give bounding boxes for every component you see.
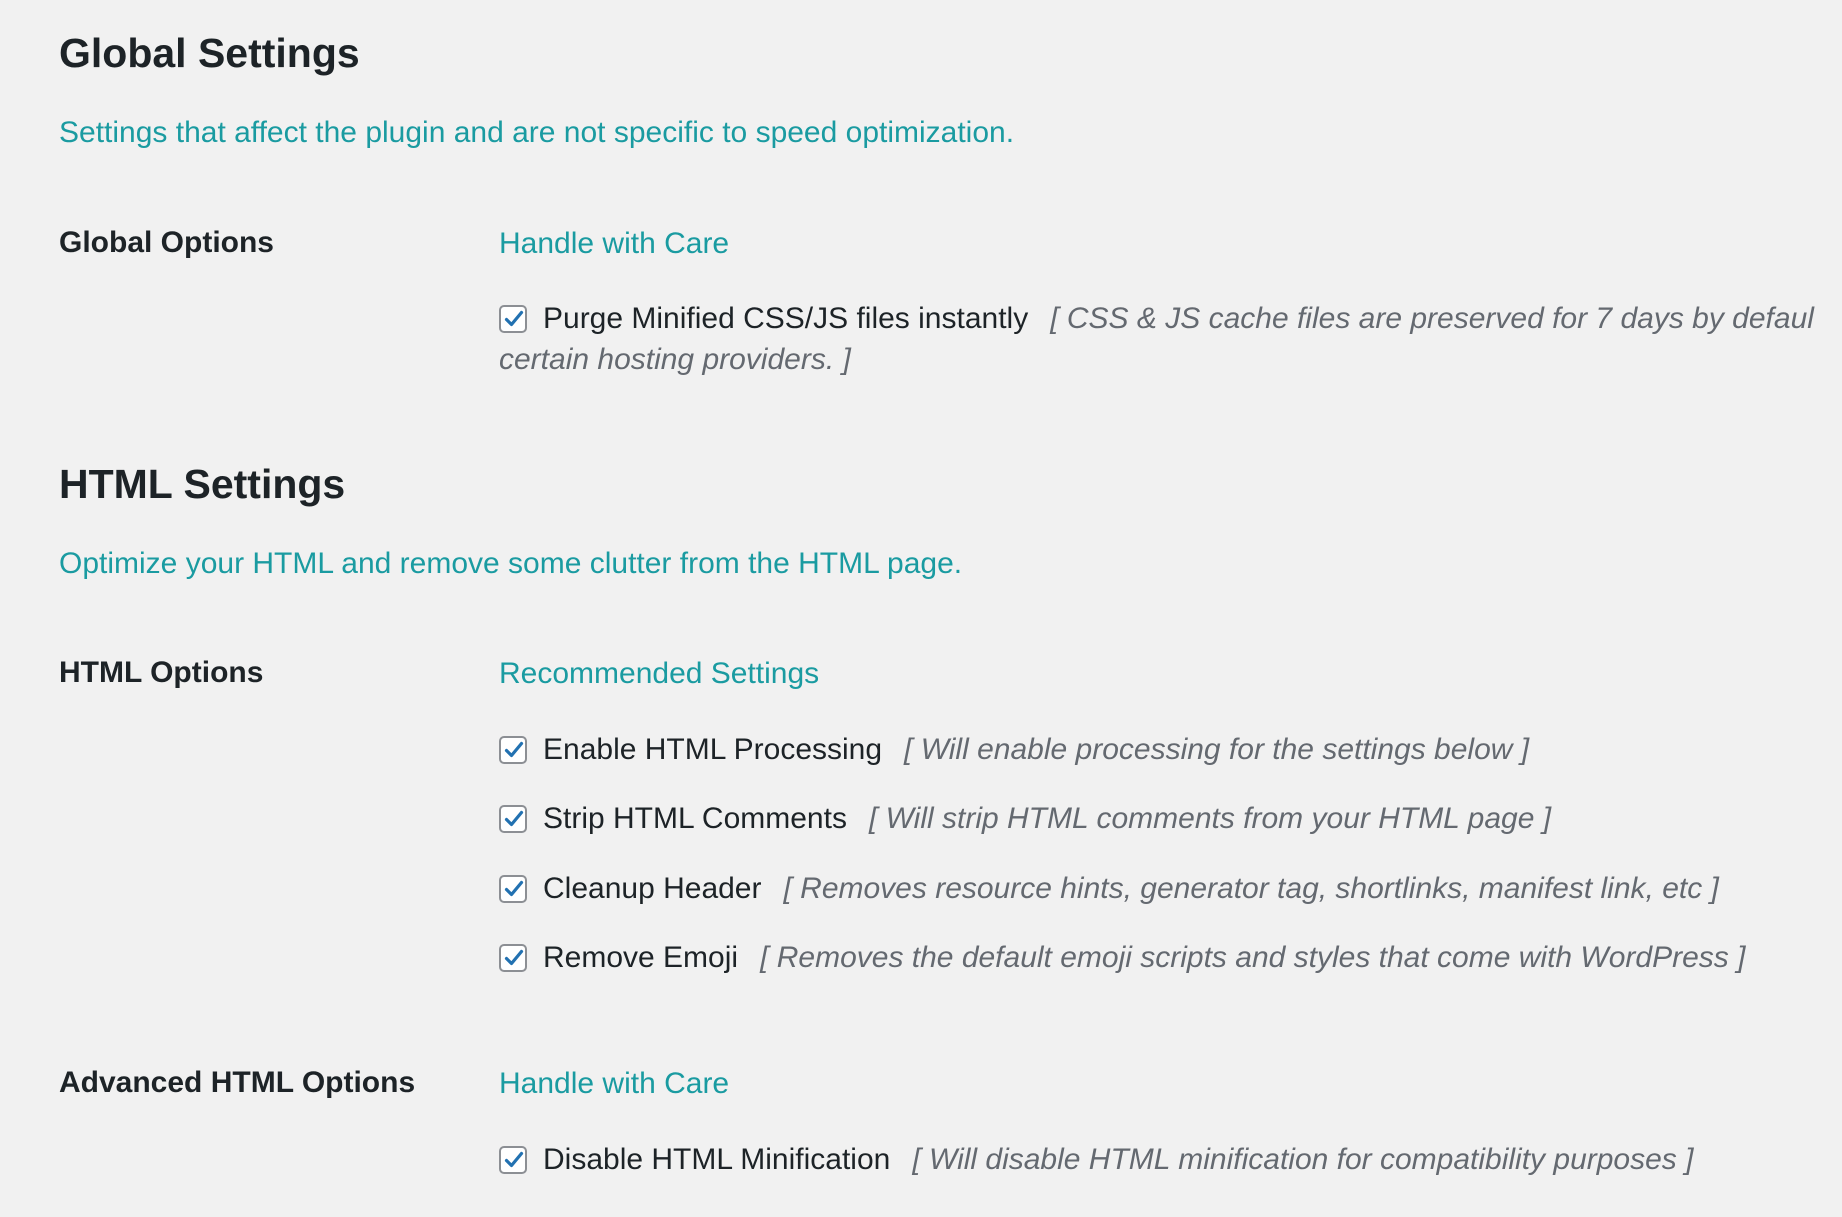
- checkmark-icon: [502, 1148, 526, 1172]
- cleanup-header-checkbox[interactable]: [499, 875, 527, 903]
- html-settings-title: HTML Settings: [59, 461, 346, 507]
- html-options-label: HTML Options: [59, 656, 264, 689]
- global-settings-description: Settings that affect the plugin and are not specific to speed optimization.: [59, 116, 1015, 149]
- disable-html-minification-checkbox[interactable]: [499, 1146, 527, 1174]
- disable-html-minification-note: [ Will disable HTML minification for compatibility purposes ]: [912, 1143, 1694, 1176]
- remove-emoji-note: [ Removes the default emoji scripts and styles that come with WordPress ]: [760, 941, 1746, 974]
- disable-html-minification-label[interactable]: Disable HTML Minification: [543, 1143, 891, 1176]
- purge-minified-label[interactable]: Purge Minified CSS/JS files instantly: [543, 302, 1029, 335]
- html-settings-description: Optimize your HTML and remove some clutter from the HTML page.: [59, 547, 963, 580]
- enable-html-processing-note: [ Will enable processing for the settings below ]: [904, 733, 1530, 766]
- checkmark-icon: [502, 877, 526, 901]
- remove-emoji-label[interactable]: Remove Emoji: [543, 941, 739, 974]
- enable-html-processing-option: [499, 729, 1529, 770]
- purge-minified-note-continued: certain hosting providers. ]: [499, 343, 851, 376]
- enable-html-processing-checkbox[interactable]: [499, 736, 527, 764]
- recommended-settings-title: Recommended Settings: [499, 657, 820, 690]
- strip-html-comments-checkbox[interactable]: [499, 805, 527, 833]
- global-settings-title: Global Settings: [59, 30, 360, 76]
- checkmark-icon: [502, 738, 526, 762]
- advanced-handle-with-care-title: Handle with Care: [499, 1067, 730, 1100]
- purge-minified-option: [499, 298, 1842, 380]
- checkmark-icon: [502, 946, 526, 970]
- enable-html-processing-label[interactable]: Enable HTML Processing: [543, 733, 883, 766]
- purge-minified-note: [ CSS & JS cache files are preserved for 7 days by defaul: [1050, 302, 1814, 335]
- checkmark-icon: [502, 307, 526, 331]
- global-options-label: Global Options: [59, 226, 274, 259]
- remove-emoji-checkbox[interactable]: [499, 944, 527, 972]
- strip-html-comments-note: [ Will strip HTML comments from your HTML page ]: [868, 802, 1552, 835]
- purge-minified-checkbox[interactable]: [499, 305, 527, 333]
- strip-html-comments-option: [499, 798, 1551, 839]
- disable-html-minification-option: [499, 1139, 1693, 1180]
- strip-html-comments-label[interactable]: Strip HTML Comments: [543, 802, 847, 835]
- cleanup-header-note: [ Removes resource hints, generator tag, shortlinks, manifest link, etc ]: [783, 872, 1719, 905]
- checkmark-icon: [502, 807, 526, 831]
- settings-page: [59, 0, 1842, 1217]
- remove-emoji-option: [499, 937, 1745, 978]
- global-handle-with-care-title: Handle with Care: [499, 227, 730, 260]
- advanced-html-options-label: Advanced HTML Options: [59, 1066, 416, 1099]
- cleanup-header-option: [499, 868, 1719, 909]
- cleanup-header-label[interactable]: Cleanup Header: [543, 872, 762, 905]
